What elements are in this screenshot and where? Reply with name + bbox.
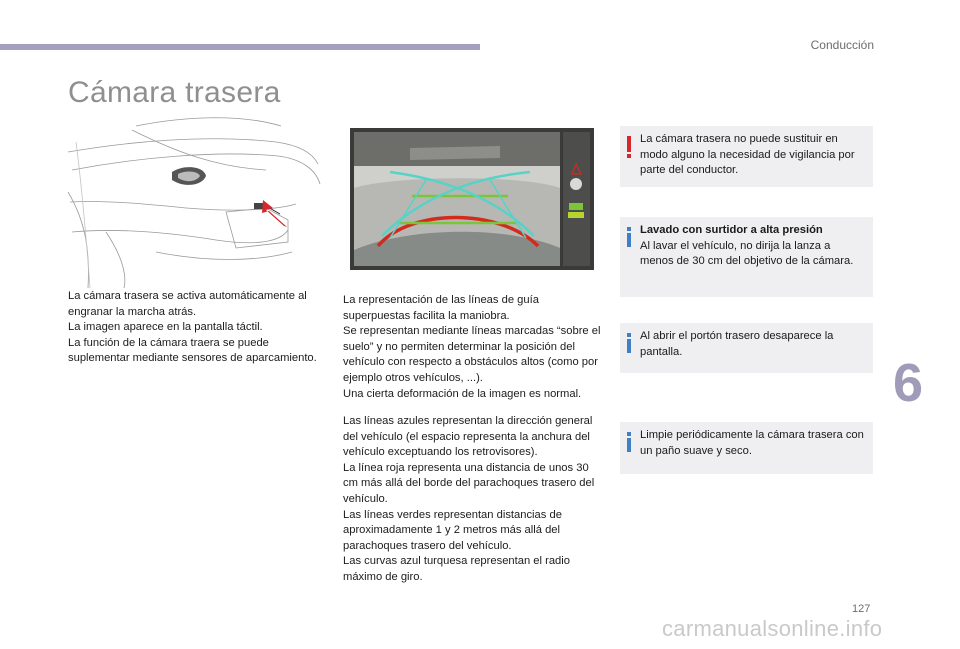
cleaning-info-box bbox=[620, 422, 873, 474]
guide-lines-colors-text bbox=[343, 414, 605, 586]
car-rear-illustration bbox=[66, 112, 324, 288]
info-icon bbox=[627, 333, 631, 337]
rear-camera-screen-illustration bbox=[350, 128, 594, 270]
tailgate-text: Al abrir el portón trasero desaparece la pantalla. bbox=[640, 330, 834, 358]
page-title: Cámara trasera bbox=[68, 76, 281, 109]
page-number: 127 bbox=[852, 603, 871, 615]
section-label: Conducción bbox=[810, 38, 874, 52]
warning-icon bbox=[627, 136, 631, 152]
camera-activation-text-body: La cámara trasera se activa automáticamente al engranar la marcha atrás. La imagen aparece en la pantalla táctil. La función de la cámara traera se puede suplementar mediante sensores de aparcamiento. bbox=[68, 290, 317, 365]
tailgate-info-box bbox=[620, 323, 873, 373]
guide-lines-intro-body: La representación de las líneas de guía superpuestas facilita la maniobra. Se representan mediante líneas marcadas “sobre el suelo” y no permiten determinar la posición del vehículo con respecto a obstáculos altos (como por ejemplo otros vehículos, ...). Una cierta deformación de la imagen es normal. bbox=[343, 294, 601, 400]
wash-title: Lavado con surtidor a alta presión bbox=[640, 224, 823, 236]
cleaning-text: Limpie periódicamente la cámara trasera con un paño suave y seco. bbox=[640, 429, 864, 457]
guide-lines-colors-body: Las líneas azules representan la dirección general del vehículo (el espacio representa la anchura del vehículo exceptuando los retrovisores). La línea roja representa una distancia de unos 30 cm más allá del borde del parachoques trasero del vehículo. Las líneas verdes representan distancias de aproximadamente 1 y 2 metros más allá del parachoques trasero del vehículo. Las curvas azul turquesa representan el radio máximo de giro. bbox=[343, 415, 595, 583]
warning-text: La cámara trasera no puede sustituir en modo alguno la necesidad de vigilancia por parte del conductor. bbox=[640, 133, 855, 177]
warning-box bbox=[620, 126, 873, 187]
guide-lines-intro-text bbox=[343, 293, 605, 402]
header-accent-bar bbox=[0, 44, 480, 50]
info-icon bbox=[627, 227, 631, 231]
watermark: carmanualsonline.info bbox=[662, 616, 883, 641]
camera-activation-text bbox=[68, 289, 328, 367]
wash-text: Al lavar el vehículo, no dirija la lanza a menos de 30 cm del objetivo de la cámara. bbox=[640, 239, 854, 268]
info-icon bbox=[627, 432, 631, 436]
wash-info-box bbox=[620, 217, 873, 297]
chapter-number: 6 bbox=[893, 353, 924, 413]
